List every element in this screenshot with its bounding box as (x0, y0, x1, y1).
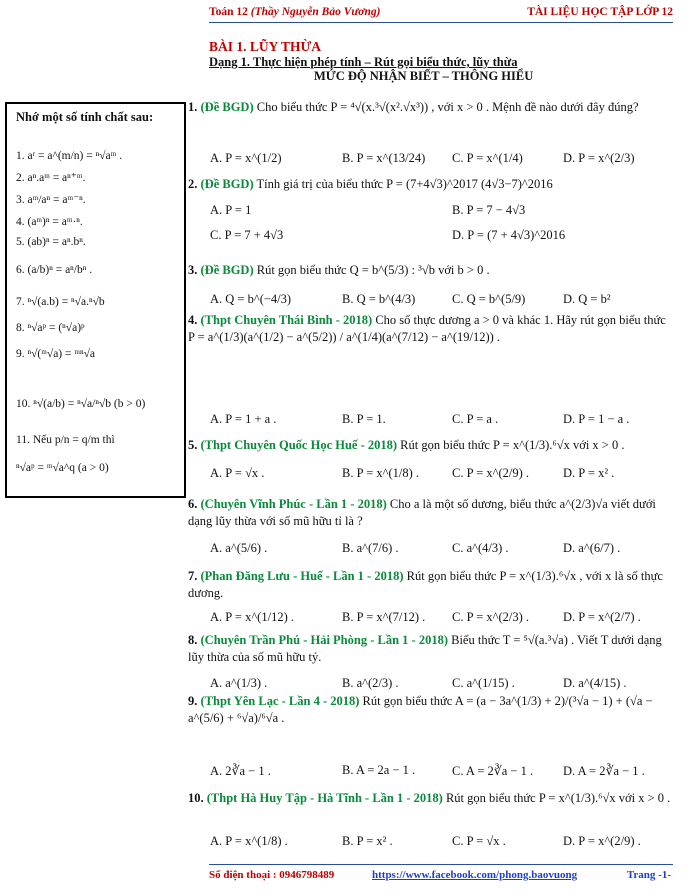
q8-option-c[interactable]: C. a^(1/15) . (452, 676, 515, 690)
q9-option-c[interactable]: C. A = 2∛a − 1 . (452, 764, 534, 778)
question-source: (Thpt Yên Lạc - Lần 4 - 2018) (200, 694, 360, 708)
question-source: (Đề BGD) (200, 263, 254, 277)
question-number: 2. (188, 177, 198, 191)
header-rule (209, 22, 673, 23)
footer-rule (209, 864, 673, 865)
property-7: 7. ⁿ√(a.b) = ⁿ√a.ⁿ√b (16, 296, 105, 308)
property-3: 3. aᵐ/aⁿ = aᵐ⁻ⁿ. (16, 194, 86, 206)
property-8: 8. ⁿ√aᵖ = (ⁿ√a)ᵖ (16, 322, 85, 334)
question-text: Cho biểu thức P = ⁴√(x.³√(x².√x³)) , với x > 0 . Mệnh đề nào dưới đây đúng? (256, 100, 639, 114)
q4-option-a[interactable]: A. P = 1 + a . (210, 412, 277, 426)
question-10 (188, 790, 671, 807)
lesson-title: BÀI 1. LŨY THỪA (209, 39, 322, 54)
question-text: Rút gọn biểu thức P = x^(1/3).⁶√x , với x là số thực dương. (188, 569, 663, 600)
q6-option-b[interactable]: B. a^(7/6) . (342, 541, 399, 555)
question-number: 6. (188, 497, 198, 511)
question-number: 10. (188, 791, 204, 805)
q10-option-c[interactable]: C. P = √x . (452, 834, 506, 848)
question-3 (188, 262, 671, 279)
question-7 (188, 568, 671, 602)
q9-option-a[interactable]: A. 2∛a − 1 . (210, 764, 271, 778)
property-5: 5. (ab)ⁿ = aⁿ.bⁿ. (16, 236, 86, 248)
q3-option-d[interactable]: D. Q = b² (563, 292, 611, 306)
question-text: Cho a là một số dương, biểu thức a^(2/3)√a viết dưới dạng lũy thừa với số mũ hữu tỉ là ? (188, 497, 656, 528)
question-text: Biểu thức T = ⁵√(a.³√a) . Viết T dưới dạng lũy thừa của số mũ hữu tỷ. (188, 633, 662, 664)
property-4: 4. (aᵐ)ⁿ = aᵐ·ⁿ. (16, 216, 83, 228)
question-number: 1. (188, 100, 198, 114)
header-right-title: TÀI LIỆU HỌC TẬP LỚP 12 (527, 6, 673, 18)
property-2: 2. aⁿ.aᵐ = aⁿ⁺ᵐ. (16, 172, 86, 184)
q9-option-d[interactable]: D. A = 2∛a − 1 . (563, 764, 645, 778)
q8-option-d[interactable]: D. a^(4/15) . (563, 676, 627, 690)
question-4 (188, 312, 671, 402)
q10-option-b[interactable]: B. P = x² . (342, 834, 393, 848)
property-11-formula: ⁿ√aᵖ = ᵐ√a^q (a > 0) (16, 462, 109, 474)
q7-option-c[interactable]: C. P = x^(2/3) . (452, 610, 530, 624)
lesson-topic: Dạng 1. Thực hiện phép tính – Rút gọi biểu thức, lũy thừa (209, 55, 518, 69)
question-number: 9. (188, 694, 198, 708)
q10-option-d[interactable]: D. P = x^(2/9) . (563, 834, 641, 848)
q3-option-c[interactable]: C. Q = b^(5/9) (452, 292, 526, 306)
footer-page-number: Trang -1- (626, 869, 671, 881)
q4-option-c[interactable]: C. P = a . (452, 412, 499, 426)
question-source: (Phan Đăng Lưu - Huế - Lần 1 - 2018) (200, 569, 404, 583)
question-text: Rút gọn biểu thức P = x^(1/3).⁶√x với x > 0 . (445, 791, 671, 805)
question-source: (Đề BGD) (200, 177, 254, 191)
q2-option-c[interactable]: C. P = 7 + 4√3 (210, 228, 284, 242)
q4-option-d[interactable]: D. P = 1 − a . (563, 412, 630, 426)
q6-option-c[interactable]: C. a^(4/3) . (452, 541, 509, 555)
q7-option-b[interactable]: B. P = x^(7/12) . (342, 610, 426, 624)
q2-option-a[interactable]: A. P = 1 (210, 203, 252, 217)
question-text: Rút gọn biểu thức A = (a − 3a^(1/3) + 2)/(³√a − 1) + (√a − a^(5/6) + ⁶√a)/⁶√a . (188, 694, 653, 725)
q6-option-a[interactable]: A. a^(5/6) . (210, 541, 268, 555)
q8-option-b[interactable]: B. a^(2/3) . (342, 676, 399, 690)
property-10: 10. ⁿ√(a/b) = ⁿ√a/ⁿ√b (b > 0) (16, 398, 146, 410)
q4-option-b[interactable]: B. P = 1. (342, 412, 386, 426)
q3-option-a[interactable]: A. Q = b^(−4/3) (210, 292, 292, 306)
q5-option-b[interactable]: B. P = x^(1/8) . (342, 466, 420, 480)
q7-option-d[interactable]: D. P = x^(2/7) . (563, 610, 641, 624)
question-6 (188, 496, 671, 530)
question-text: Rút gọn biểu thức Q = b^(5/3) : ³√b với b > 0 . (256, 263, 490, 277)
q2-option-d[interactable]: D. P = (7 + 4√3)^2016 (452, 228, 566, 242)
q1-option-c[interactable]: C. P = x^(1/4) (452, 151, 523, 165)
question-text: Cho số thực dương a > 0 và khác 1. Hãy rút gọn biểu thức P = a^(1/3)(a^(1/2) − a^(5/2)) / a^(1/4)(a^(7/12) − a^(19/12)) . (188, 313, 666, 344)
question-5 (188, 437, 671, 454)
q6-option-d[interactable]: D. a^(6/7) . (563, 541, 621, 555)
question-number: 3. (188, 263, 198, 277)
q5-option-c[interactable]: C. P = x^(2/9) . (452, 466, 530, 480)
q1-option-b[interactable]: B. P = x^(13/24) (342, 151, 426, 165)
q1-option-a[interactable]: A. P = x^(1/2) (210, 151, 282, 165)
q10-option-a[interactable]: A. P = x^(1/8) . (210, 834, 288, 848)
q5-option-a[interactable]: A. P = √x . (210, 466, 265, 480)
lesson-level: MỨC ĐỘ NHẬN BIẾT – THÔNG HIỂU (314, 69, 534, 83)
q9-option-b[interactable]: B. A = 2a − 1 . (342, 763, 416, 777)
question-number: 5. (188, 438, 198, 452)
header-title: Toán 12 (Thầy Nguyễn Bảo Vương) (209, 6, 381, 18)
question-source: (Chuyên Vĩnh Phúc - Lần 1 - 2018) (200, 497, 387, 511)
question-source: (Thpt Hà Huy Tập - Hà Tĩnh - Lần 1 - 2018) (206, 791, 443, 805)
question-1 (188, 99, 671, 116)
property-1: 1. aʳ = a^(m/n) = ⁿ√aᵐ . (16, 150, 123, 162)
footer-phone: Số điện thoại : 0946798489 (209, 869, 335, 881)
question-source: (Thpt Chuyên Thái Bình - 2018) (200, 313, 373, 327)
q2-option-b[interactable]: B. P = 7 − 4√3 (452, 203, 526, 217)
question-number: 8. (188, 633, 198, 647)
question-2 (188, 176, 671, 193)
question-source: (Thpt Chuyên Quốc Học Huế - 2018) (200, 438, 398, 452)
q7-option-a[interactable]: A. P = x^(1/12) . (210, 610, 294, 624)
property-9: 9. ⁿ√(ᵐ√a) = ᵐⁿ√a (16, 348, 96, 360)
q5-option-d[interactable]: D. P = x² . (563, 466, 615, 480)
q3-option-b[interactable]: B. Q = b^(4/3) (342, 292, 416, 306)
q8-option-a[interactable]: A. a^(1/3) . (210, 676, 268, 690)
question-source: (Đề BGD) (200, 100, 254, 114)
properties-box (5, 102, 186, 498)
question-text: Tính giá trị của biểu thức P = (7+4√3)^2017 (4√3−7)^2016 (256, 177, 553, 191)
footer-link[interactable]: https://www.facebook.com/phong.baovuong (372, 869, 578, 881)
question-text: Rút gọn biểu thức P = x^(1/3).⁶√x với x > 0 . (400, 438, 625, 452)
question-number: 4. (188, 313, 198, 327)
q1-option-d[interactable]: D. P = x^(2/3) (563, 151, 635, 165)
question-number: 7. (188, 569, 198, 583)
property-11: 11. Nếu p/n = q/m thì (16, 434, 115, 446)
question-9 (188, 693, 671, 727)
properties-title: Nhớ một số tính chất sau: (16, 110, 154, 124)
question-8 (188, 632, 671, 666)
question-source: (Chuyên Trần Phú - Hải Phòng - Lần 1 - 2018) (200, 633, 448, 647)
property-6: 6. (a/b)ⁿ = aⁿ/bⁿ . (16, 264, 93, 276)
